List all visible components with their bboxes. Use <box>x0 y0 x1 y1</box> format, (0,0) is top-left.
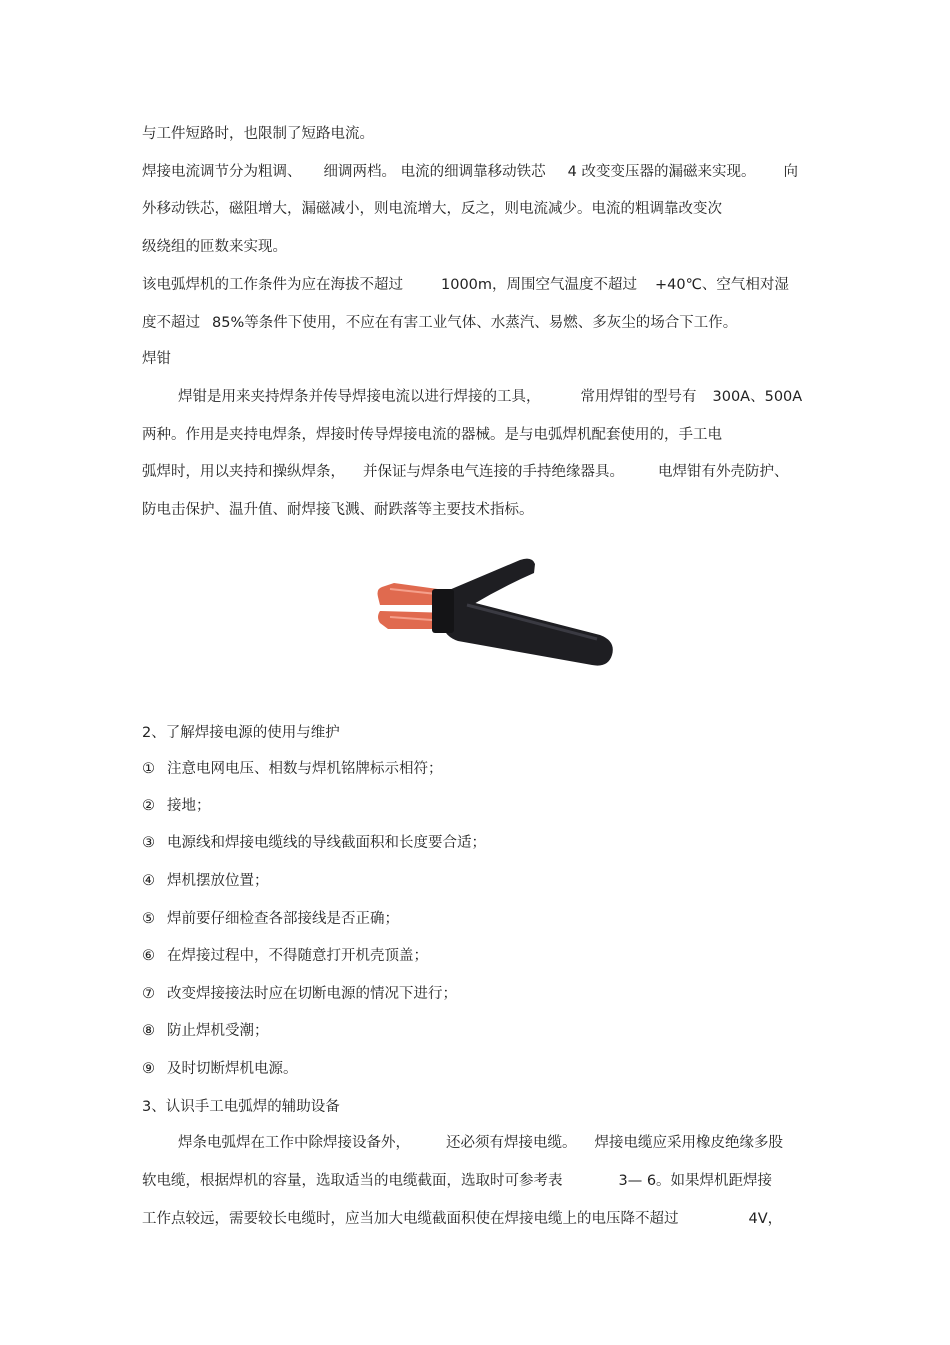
text-segment: 还必须有焊接电缆。 <box>446 1135 577 1151</box>
text-segment: 与工件短路时，也限制了短路电流。 <box>142 126 374 142</box>
list-item <box>142 760 443 778</box>
list-item <box>142 985 457 1003</box>
holder-handle <box>442 597 613 666</box>
electrode-holder-photo <box>372 555 622 673</box>
list-item <box>142 910 399 928</box>
text-segment: 两种。作用是夹持电焊条，焊接时传导焊接电流的器械。是与电弧焊机配套使用的，手工电 <box>142 427 722 443</box>
text-segment: 度不超过 <box>142 315 200 331</box>
list-item <box>142 947 428 965</box>
text-segment: 85%等条件下使用，不应在有害工业气体、水蒸汽、易燃、多灰尘的场合下工作。 <box>212 315 738 331</box>
list-item <box>142 872 269 890</box>
text-segment: 向 <box>783 164 798 180</box>
item-text: 防止焊机受潮； <box>167 1023 269 1039</box>
text-line <box>142 1172 772 1190</box>
item-text: 焊前要仔细检查各部接线是否正确； <box>167 911 399 927</box>
text-segment: 4 改变变压器的漏磁来实现。 <box>567 164 756 180</box>
text-segment: +40℃、空气相对湿 <box>655 277 789 293</box>
text-segment: 3、认识手工电弧焊的辅助设备 <box>142 1099 340 1115</box>
text-segment: 该电弧焊机的工作条件为应在海拔不超过 <box>142 277 403 293</box>
item-number: ④ <box>142 873 155 889</box>
text-segment: 焊钳 <box>142 351 171 367</box>
item-text: 及时切断焊机电源。 <box>167 1061 298 1077</box>
item-number: ② <box>142 798 155 814</box>
section-heading <box>142 1098 340 1116</box>
text-line <box>142 314 737 332</box>
item-number: ① <box>142 761 155 777</box>
item-number: ③ <box>142 835 155 851</box>
text-segment: 工作点较远，需要较长电缆时，应当加大电缆截面积使在焊接电缆上的电压降不超过 <box>142 1211 679 1227</box>
item-text: 焊机摆放位置； <box>167 873 269 889</box>
text-segment: 并保证与焊条电气连接的手持绝缘器具。 <box>363 464 624 480</box>
text-line <box>142 1134 783 1152</box>
text-segment: 软电缆，根据焊机的容量，选取适当的电缆截面，选取时可参考表 <box>142 1173 563 1189</box>
text-segment: 外移动铁芯，磁阻增大，漏磁减小，则电流增大，反之，则电流减少。电流的粗调靠改变次 <box>142 201 722 217</box>
item-text: 注意电网电压、相数与焊机铭牌标示相符； <box>167 761 443 777</box>
item-text: 接地； <box>167 798 211 814</box>
text-segment: 防电击保护、温升值、耐焊接飞溅、耐跌落等主要技术指标。 <box>142 502 534 518</box>
list-item <box>142 1022 269 1040</box>
item-number: ⑥ <box>142 948 155 964</box>
text-segment: 电焊钳有外壳防护、 <box>658 464 789 480</box>
list-item <box>142 834 486 852</box>
text-segment: 焊钳是用来夹持焊条并传导焊接电流以进行焊接的工具， <box>178 389 541 405</box>
text-line <box>142 276 789 294</box>
text-line <box>142 501 534 519</box>
list-item <box>142 797 211 815</box>
item-text: 在焊接过程中，不得随意打开机壳顶盖； <box>167 948 428 964</box>
text-line <box>142 463 789 481</box>
text-segment: 2、了解焊接电源的使用与维护 <box>142 725 340 741</box>
text-segment: 焊接电缆应采用橡皮绝缘多股 <box>594 1135 783 1151</box>
list-item <box>142 1060 298 1078</box>
section-title <box>142 350 171 368</box>
item-text: 改变焊接接法时应在切断电源的情况下进行； <box>167 986 457 1002</box>
text-segment: 3— 6。如果焊机距焊接 <box>618 1173 773 1189</box>
text-segment: 4V， <box>748 1211 783 1227</box>
text-line <box>142 238 287 256</box>
item-number: ⑦ <box>142 986 155 1002</box>
text-segment: 弧焊时，用以夹持和操纵焊条， <box>142 464 345 480</box>
text-segment: 300A、500A <box>712 389 803 405</box>
item-number: ⑨ <box>142 1061 155 1077</box>
item-number: ⑧ <box>142 1023 155 1039</box>
text-line <box>142 200 722 218</box>
text-segment: 焊接电流调节分为粗调、 <box>142 164 302 180</box>
item-number: ⑤ <box>142 911 155 927</box>
text-line <box>142 163 798 181</box>
text-segment: 常用焊钳的型号有 <box>580 389 697 405</box>
text-line <box>142 426 722 444</box>
text-segment: 细调两档。 电流的细调靠移动铁芯 <box>323 164 546 180</box>
text-segment: 级绕组的匝数来实现。 <box>142 239 287 255</box>
text-segment: 1000m，周围空气温度不超过 <box>441 277 638 293</box>
section-heading <box>142 724 340 742</box>
item-text: 电源线和焊接电缆线的导线截面积和长度要合适； <box>167 835 486 851</box>
text-segment: 焊条电弧焊在工作中除焊接设备外， <box>178 1135 410 1151</box>
text-line <box>142 125 374 143</box>
text-line <box>142 388 802 406</box>
text-line <box>142 1210 782 1228</box>
